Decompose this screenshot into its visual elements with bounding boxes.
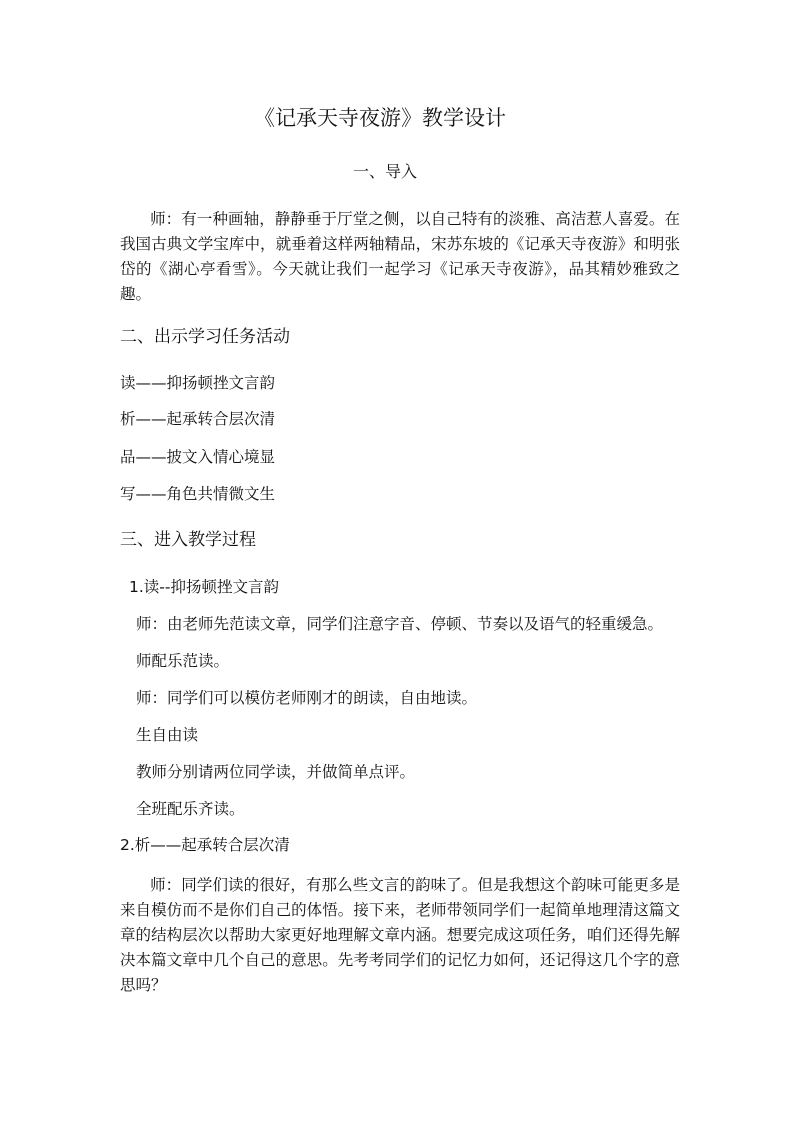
step2-paragraph	[120, 873, 680, 998]
intro-paragraph	[120, 207, 680, 307]
step1-line: 师：由老师先范读文章，同学们注意字音、停顿、节奏以及语气的轻重缓急。	[136, 615, 664, 633]
step1-line: 师：同学们可以模仿老师刚才的朗读，自由地读。	[136, 689, 478, 707]
task-item-read: 读——抑扬顿挫文言韵	[120, 374, 276, 392]
task-item-write: 写——角色共情微文生	[120, 485, 276, 503]
step1-line: 全班配乐齐读。	[136, 800, 245, 818]
step2-heading: 2.析——起承转合层次清	[120, 836, 290, 854]
section-heading-process: 三、进入教学过程	[120, 530, 256, 550]
section-heading-intro: 一、导入	[352, 162, 417, 181]
step1-line: 教师分别请两位同学读，并做简单点评。	[136, 763, 416, 781]
step2-paragraph-text: 师：同学们读的很好，有那么些文言的韵味了。但是我想这个韵味可能更多是来自模仿而不是你们自己的体悟。接下来，老师带领同学们一起简单地理清这篇文章的结构层次以帮助大家更好地理解文章内涵。想要完成这项任务，咱们还得先解决本篇文章中几个自己的意思。先考考同学们的记忆力如何，还记得这几个字的意思吗？	[120, 876, 680, 994]
step1-heading: 1.读--抑扬顿挫文言韵	[129, 578, 279, 596]
task-item-appreciate: 品——披文入情心境显	[120, 448, 276, 466]
step1-line: 生自由读	[136, 726, 199, 744]
task-item-analyze: 析——起承转合层次清	[120, 410, 276, 428]
intro-paragraph-text: 师：有一种画轴，静静垂于厅堂之侧，以自己特有的淡雅、高洁惹人喜爱。在我国古典文学宝库中，就垂着这样两轴精品，宋苏东坡的《记承天寺夜游》和明张岱的《湖心亭看雪》。今天就让我们一起学习《记承天寺夜游》，品其精妙雅致之趣。	[120, 210, 680, 303]
section-heading-tasks: 二、出示学习任务活动	[120, 327, 290, 347]
step1-line: 师配乐范读。	[136, 652, 230, 670]
document-title: 《记承天寺夜游》教学设计	[254, 106, 506, 130]
